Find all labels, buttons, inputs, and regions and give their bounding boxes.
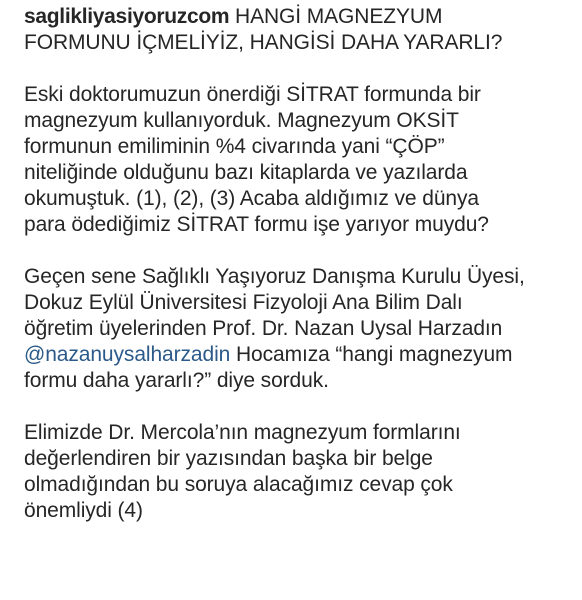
caption-title: HANGİ MAGNEZYUM FORMUNU İÇMELİYİZ, HANGİSİ DAHA YARARLI? bbox=[24, 5, 503, 54]
username-link[interactable]: saglikliyasiyoruzcom bbox=[24, 5, 230, 28]
caption-paragraph-3: Elimizde Dr. Mercola’nın magnezyum formlarını değerlendiren bir yazısından başka bir belge olmadığından bu soruya alacağımız cevap çok önemliydi (4) bbox=[24, 421, 461, 522]
caption-header bbox=[24, 4, 570, 56]
caption-paragraph-1: Eski doktorumuzun önerdiği SİTRAT formunda bir magnezyum kullanıyorduk. Magnezyum OKSİT formunun emiliminin %4 civarında yani “ÇÖP” niteliğinde olduğunu bazı kitaplarda ve yazılarda okumuştuk. (1), (2), (3) Acaba aldığımız ve dünya para ödediğimiz SİTRAT formu işe yarıyor muydu? bbox=[24, 83, 489, 236]
mention-link[interactable]: @nazanuysalharzadin bbox=[24, 343, 231, 366]
caption-paragraph-2 bbox=[24, 264, 570, 394]
caption-paragraph-2-tail: Hocamıza “hangi magnezyum formu daha yararlı?” diye sorduk. bbox=[24, 343, 513, 392]
caption-paragraph-2-text: Geçen sene Sağlıklı Yaşıyoruz Danışma Kurulu Üyesi, Dokuz Eylül Üniversitesi Fizyoloji Ana Bilim Dalı öğretim üyelerinden Prof. Dr. Nazan Uysal Harzadın bbox=[24, 265, 525, 340]
